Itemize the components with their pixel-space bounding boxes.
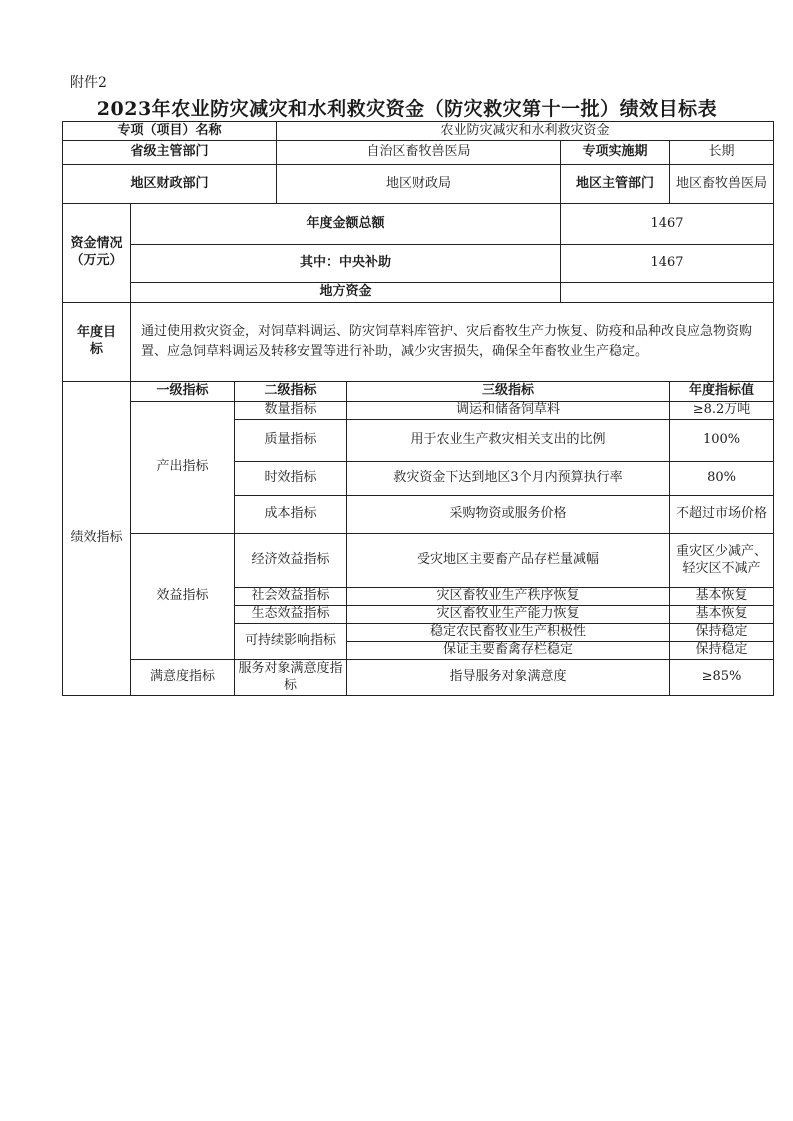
benefit-value: 保持稳定 [670,642,774,660]
satisfaction-l2: 服务对象满意度指标 [235,660,347,696]
local-funds-label: 地方资金 [131,283,561,303]
satisfaction-value: ≥85% [670,660,774,696]
output-l2: 时效指标 [235,462,347,496]
provincial-dept-value: 自治区畜牧兽医局 [277,141,561,165]
output-l2: 质量指标 [235,420,347,462]
output-l3: 调运和储备饲草料 [347,402,670,420]
benefit-l2: 社会效益指标 [235,588,347,606]
performance-target-table [62,121,774,696]
project-name-value: 农业防灾减灾和水利救灾资金 [277,122,774,141]
project-name-label: 专项（项目）名称 [63,122,277,141]
benefit-indicator-label: 效益指标 [131,534,235,660]
benefit-value: 基本恢复 [670,606,774,624]
provincial-dept-label: 省级主管部门 [63,141,277,165]
output-l3: 用于农业生产救灾相关支出的比例 [347,420,670,462]
area-dept-value: 地区畜牧兽医局 [670,165,774,204]
benefit-l3: 灾区畜牧业生产秩序恢复 [347,588,670,606]
benefit-l3: 受灾地区主要畜产品存栏量减幅 [347,534,670,588]
header-l1: 一级指标 [131,382,235,402]
period-value: 长期 [670,141,774,165]
annual-goal-text: 通过使用救灾资金，对饲草料调运、防灾饲草料库管护、灾后畜牧生产力恢复、防疫和品种改良应急物资购置、应急饲草料调运及转移安置等进行补助，减少灾害损失，确保全年畜牧业生产稳定。 [131,303,774,382]
header-l3: 三级指标 [347,382,670,402]
central-subsidy-label: 其中：中央补助 [131,245,561,283]
total-amount-value: 1467 [561,204,774,245]
annual-goal-label: 年度目标 [63,303,131,382]
benefit-l2: 可持续影响指标 [235,624,347,660]
central-subsidy-value: 1467 [561,245,774,283]
output-indicator-label: 产出指标 [131,402,235,534]
benefit-value: 重灾区少减产、轻灾区不减产 [670,534,774,588]
benefit-value: 保持稳定 [670,624,774,642]
output-l2: 数量指标 [235,402,347,420]
area-dept-label: 地区主管部门 [561,165,670,204]
period-label: 专项实施期 [561,141,670,165]
output-l3: 采购物资或服务价格 [347,496,670,534]
header-value: 年度指标值 [670,382,774,402]
benefit-l3: 保证主要畜禽存栏稳定 [347,642,670,660]
output-value: 80% [670,462,774,496]
document-title: 2023年农业防灾减灾和水利救灾资金（防灾救灾第十一批）绩效目标表 [96,98,718,120]
header-l2: 二级指标 [235,382,347,402]
benefit-l2: 经济效益指标 [235,534,347,588]
benefit-l2: 生态效益指标 [235,606,347,624]
output-value: 100% [670,420,774,462]
output-l2: 成本指标 [235,496,347,534]
funds-label: 资金情况（万元） [63,204,131,303]
finance-dept-label: 地区财政部门 [63,165,277,204]
benefit-l3: 灾区畜牧业生产能力恢复 [347,606,670,624]
benefit-value: 基本恢复 [670,588,774,606]
output-l3: 救灾资金下达到地区3个月内预算执行率 [347,462,670,496]
performance-indicators-label: 绩效指标 [63,382,131,696]
attachment-label: 附件2 [70,75,107,91]
satisfaction-indicator-label: 满意度指标 [131,660,235,696]
satisfaction-l3: 指导服务对象满意度 [347,660,670,696]
finance-dept-value: 地区财政局 [277,165,561,204]
total-amount-label: 年度金额总额 [131,204,561,245]
local-funds-value [561,283,774,303]
output-value: ≥8.2万吨 [670,402,774,420]
output-value: 不超过市场价格 [670,496,774,534]
benefit-l3: 稳定农民畜牧业生产积极性 [347,624,670,642]
